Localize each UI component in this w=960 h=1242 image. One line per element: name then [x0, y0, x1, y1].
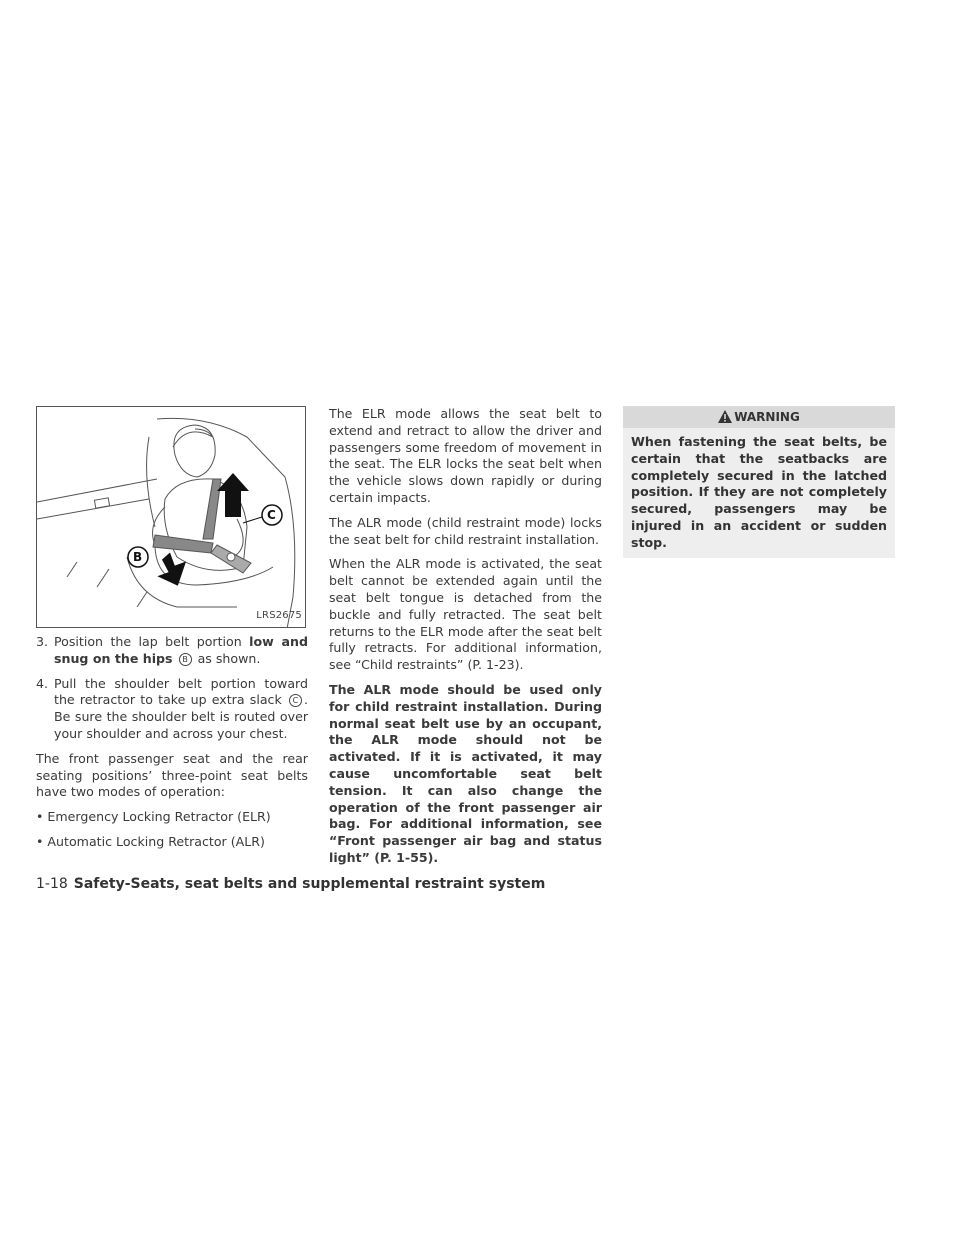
section-title: Safety-Seats, seat belts and supplemental restraint system — [73, 876, 546, 892]
marker-c-icon: C — [289, 694, 302, 707]
step-number: 4. — [36, 675, 49, 691]
warning-text: When fastening the seat belts, be certain that the seatbacks are completely secured in the latched position. If they are not completely secured, passengers may be injured in an accident or sudden stop. — [623, 428, 895, 558]
seat-belt-illustration — [36, 406, 306, 628]
step-number: 3. — [36, 634, 49, 649]
list-item: • Emergency Locking Retractor (ELR) — [36, 809, 271, 825]
instruction-steps — [36, 634, 308, 743]
elr-paragraph: The ELR mode allows the seat belt to extend and retract to allow the driver and passengers some freedom of movement in the seat. The ELR locks the seat belt when the vehicle slows down rapidly or during certain impacts. — [329, 406, 602, 505]
list-item: • Automatic Locking Retractor (ALR) — [36, 833, 265, 849]
page-footer — [36, 876, 545, 892]
alr-caution-paragraph: The ALR mode should be used only for child restraint installation. During normal seat belt use by an occupant, the ALR mode should not be activated. If it is activated, it may cause uncomfortable seat belt tension. It can also change the operation of the front passenger air bag. For additional information, see “Front passenger air bag and status light” (P. 1-55). — [329, 681, 602, 865]
alr-paragraph: The ALR mode (child restraint mode) locks the seat belt for child restraint installation. — [329, 514, 602, 547]
marker-b-icon: B — [179, 653, 192, 666]
step-text: Position the lap belt portion — [54, 634, 242, 649]
step-emphasis: low and snug on the hips — [54, 634, 308, 666]
alr-activation-paragraph: When the ALR mode is activated, the seat belt cannot be extended again until the seat belt tongue is detached from the buckle and fully retracted. The seat belt returns to the ELR mode after the seat belt fully retracts. For additional information, see “Child restraints” (P. 1-23). — [329, 556, 602, 673]
step-text: Pull the shoulder belt portion toward the retractor to take up extra slack — [54, 675, 308, 708]
step-text-end: . Be sure the shoulder belt is routed over your shoulder and across your chest. — [54, 692, 308, 741]
left-column — [36, 406, 308, 859]
step-text-end: as shown. — [197, 650, 261, 666]
modes-list — [36, 809, 308, 851]
warning-title: WARNING — [734, 410, 800, 424]
middle-column — [329, 406, 602, 875]
modes-intro: The front passenger seat and the rear seating positions’ three-point seat belts have two modes of operation: — [36, 750, 308, 800]
figure-code: LRS2675 — [256, 610, 302, 622]
warning-header — [623, 406, 895, 428]
label-b: B — [133, 550, 143, 564]
warning-triangle-icon — [718, 408, 732, 430]
page-number: 1-18 — [36, 876, 68, 892]
step-item — [36, 634, 308, 668]
warning-box — [623, 406, 895, 558]
step-item — [36, 676, 308, 743]
seated-passenger-drawing — [37, 407, 306, 628]
right-column — [623, 406, 895, 558]
label-c: C — [267, 508, 276, 522]
